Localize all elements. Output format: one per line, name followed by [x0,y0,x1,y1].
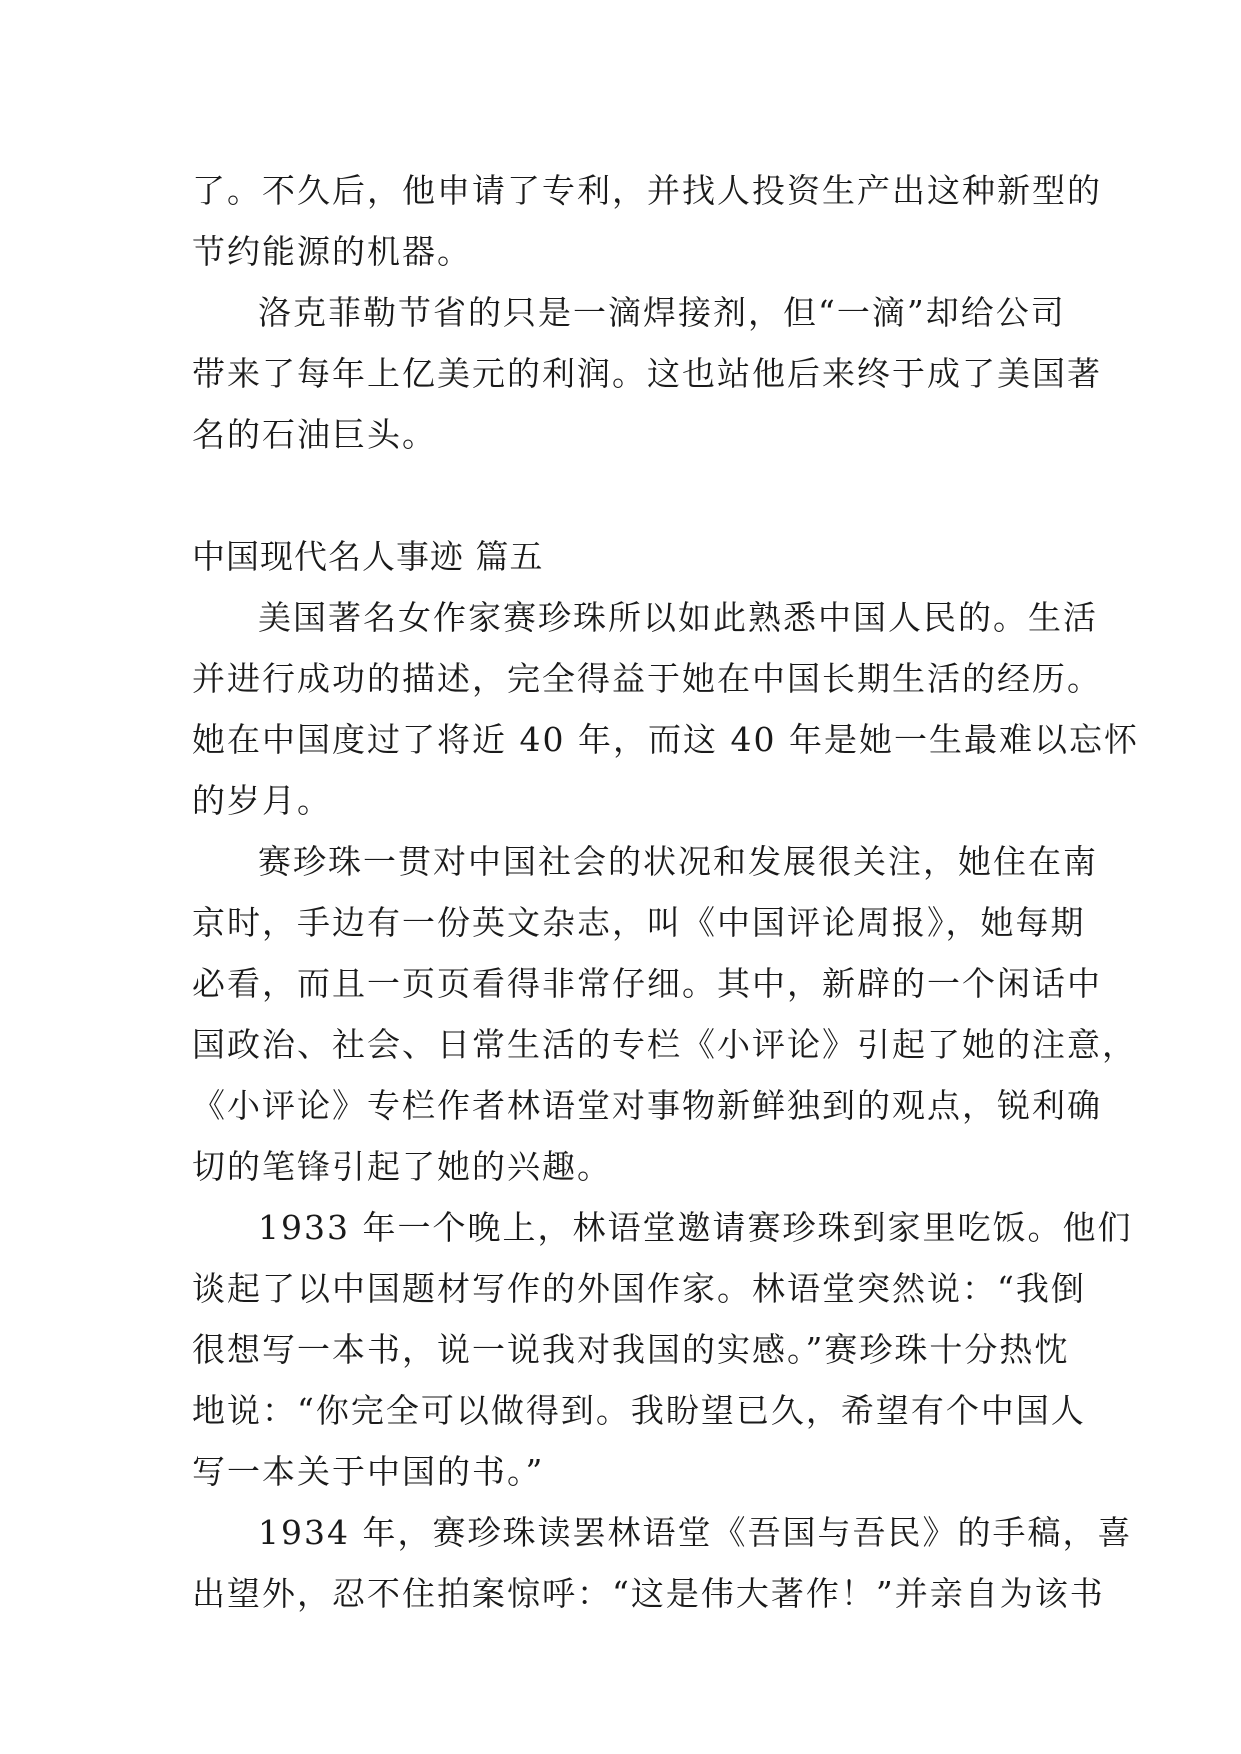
text-line: 并进行成功的描述，完全得益于她在中国长期生活的经历。 [192,659,1102,698]
section-spacer [192,465,1072,526]
text-line: 地说：“你完全可以做得到。我盼望已久，希望有个中国人 [192,1391,1086,1430]
document-body [192,160,1139,1624]
text-line: 《小评论》专栏作者林语堂对事物新鲜独到的观点，锐利确 [192,1086,1102,1125]
text-line: 京时，手边有一份英文杂志，叫《中国评论周报》，她每期 [192,903,1086,942]
text-line: 谈起了以中国题材写作的外国作家。林语堂突然说：“我倒 [192,1269,1086,1308]
paragraph-start-line: 洛克菲勒节省的只是一滴焊接剂，但“一滴”却给公司 [258,293,1066,332]
paragraph-start-line: 1934 年，赛珍珠读罢林语堂《吾国与吾民》的手稿，喜 [258,1513,1133,1552]
text-line: 的岁月。 [192,781,332,820]
text-line: 了。不久后，他申请了专利，并找人投资生产出这种新型的 [192,171,1102,210]
text-line: 切的笔锋引起了她的兴趣。 [192,1147,612,1186]
text-line: 必看，而且一页页看得非常仔细。其中，新辟的一个闲话中 [192,964,1102,1003]
text-line: 名的石油巨头。 [192,415,437,454]
section-heading: 中国现代名人事迹 篇五 [192,537,544,576]
text-line: 国政治、社会、日常生活的专栏《小评论》引起了她的注意， [192,1025,1137,1064]
paragraph-start-line: 1933 年一个晚上，林语堂邀请赛珍珠到家里吃饭。他们 [258,1208,1133,1247]
paragraph-start-line: 赛珍珠一贯对中国社会的状况和发展很关注，她住在南 [258,842,1098,881]
text-line: 出望外，忍不住拍案惊呼：“这是伟大著作！”并亲自为该书 [192,1574,1105,1613]
text-line: 她在中国度过了将近 40 年，而这 40 年是她一生最难以忘怀 [192,720,1139,759]
text-line: 节约能源的机器。 [192,232,472,271]
text-line: 很想写一本书，说一说我对我国的实感。”赛珍珠十分热忱 [192,1330,1070,1369]
text-line: 带来了每年上亿美元的利润。这也站他后来终于成了美国著 [192,354,1102,393]
paragraph-start-line: 美国著名女作家赛珍珠所以如此熟悉中国人民的。生活 [258,598,1098,637]
text-line: 写一本关于中国的书。” [192,1452,545,1491]
